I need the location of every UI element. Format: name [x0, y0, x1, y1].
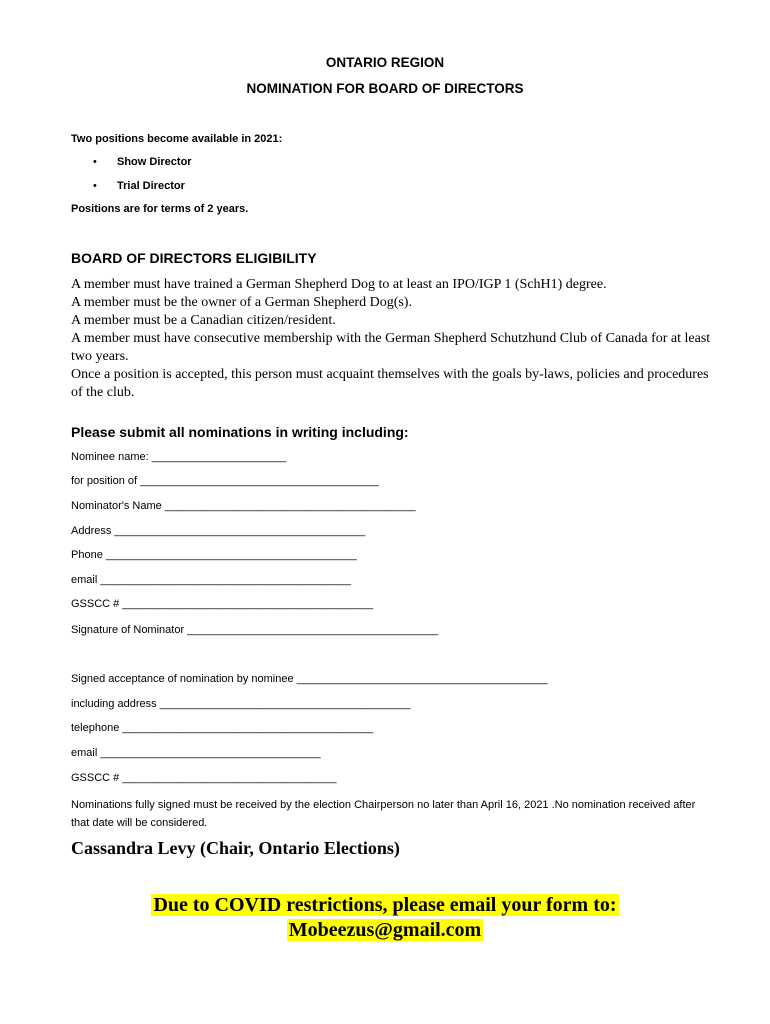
eligibility-line: A member must have trained a German Shepherd Dog to at least an IPO/IGP 1 (SchH1) degree.: [71, 277, 607, 292]
nominator-name-field[interactable]: Nominator's Name _________________________________________: [71, 500, 416, 512]
nominee-address-field[interactable]: including address _________________________________________: [71, 698, 411, 710]
contact-email[interactable]: Mobeezus@gmail.com: [288, 919, 482, 941]
form-title: NOMINATION FOR BOARD OF DIRECTORS: [246, 81, 524, 96]
eligibility-line: Once a position is accepted, this person must acquaint themselves with the goals by-laws, policies and procedures of the club.: [71, 367, 709, 400]
submission-heading: Please submit all nominations in writing including:: [71, 424, 409, 440]
positions-intro: Two positions become available in 2021:: [71, 133, 283, 145]
covid-email-line: [0, 918, 770, 942]
covid-notice: [0, 893, 770, 917]
chairperson-name: Cassandra Levy (Chair, Ontario Elections): [71, 838, 400, 858]
deadline-note: Nominations fully signed must be received by the election Chairperson no later than April 16, 2021 .No nomination received after that date will be considered.: [71, 799, 696, 829]
eligibility-line: A member must be a Canadian citizen/resident.: [71, 313, 336, 328]
nominee-name-field[interactable]: Nominee name: ______________________: [71, 451, 287, 463]
covid-notice-text: Due to COVID restrictions, please email your form to:: [153, 894, 617, 916]
term-note: Positions are for terms of 2 years.: [71, 203, 249, 215]
eligibility-line: A member must have consecutive membership with the German Shepherd Schutzhund Club of Canada for at least two years.: [71, 331, 711, 364]
nominee-telephone-field[interactable]: telephone _________________________________________: [71, 722, 374, 734]
gsscc-number-field[interactable]: GSSCC # _________________________________________: [71, 598, 374, 610]
position-field[interactable]: for position of _______________________________________: [71, 475, 379, 487]
region-heading: ONTARIO REGION: [325, 55, 445, 70]
address-field[interactable]: Address _________________________________________: [71, 525, 366, 537]
nominee-email-field[interactable]: email ____________________________________: [71, 747, 321, 759]
position-item-trial-director: Trial Director: [117, 180, 185, 192]
email-field[interactable]: email _________________________________________: [71, 574, 352, 586]
nominee-gsscc-number-field[interactable]: GSSCC # ___________________________________: [71, 772, 337, 784]
nominator-signature-field[interactable]: Signature of Nominator _________________________________________: [71, 624, 438, 636]
eligibility-line: A member must be the owner of a German Shepherd Dog(s).: [71, 295, 412, 310]
phone-field[interactable]: Phone _________________________________________: [71, 549, 357, 561]
bullet-icon: •: [93, 156, 97, 168]
position-item-show-director: Show Director: [117, 156, 192, 168]
nominee-acceptance-signature-field[interactable]: Signed acceptance of nomination by nominee _________________________________________: [71, 673, 548, 685]
eligibility-list: [71, 276, 711, 402]
bullet-icon: •: [93, 180, 97, 192]
eligibility-heading: BOARD OF DIRECTORS ELIGIBILITY: [71, 250, 317, 266]
